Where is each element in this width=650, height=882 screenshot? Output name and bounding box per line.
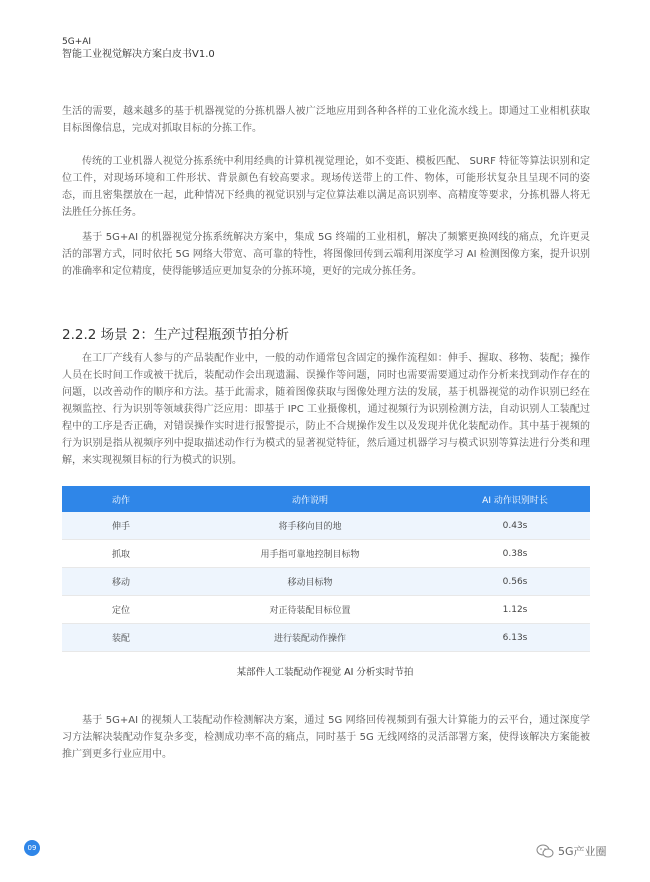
- table-row: [62, 540, 590, 568]
- cell-duration: 0.38s: [440, 540, 590, 568]
- footer-brand-label: 5G产业圈: [558, 845, 607, 858]
- page-header: [62, 36, 215, 62]
- header-brand: 5G+AI: [62, 37, 92, 47]
- cell-duration: 1.12s: [440, 596, 590, 624]
- column-header-description: 动作说明: [180, 486, 440, 512]
- column-header-duration: AI 动作识别时长: [440, 486, 590, 512]
- cell-description: 对正待装配目标位置: [180, 596, 440, 624]
- action-timing-table: [62, 486, 590, 652]
- cell-duration: 0.43s: [440, 512, 590, 540]
- cell-action: 伸手: [62, 512, 180, 540]
- table-row: [62, 596, 590, 624]
- header-document-title: 智能工业视觉解决方案白皮书V1.0: [62, 49, 215, 60]
- cell-action: 装配: [62, 624, 180, 652]
- cell-description: 进行装配动作操作: [180, 624, 440, 652]
- paragraph-4: 在工厂产线有人参与的产品装配作业中，一般的动作通常包含固定的操作流程如：伸手、握取、移物、装配；操作人员在长时间工作或被干扰后，装配动作会出现遗漏、误操作等问题，同时也需要需要通过动作分析来找到动作存在的问题，以改善动作的顺序和方法。基于此需求，随着图像获取与图像处理方法的发展，基于机器视觉的动作识别已经在视频监控、行为识别等领域获得广泛应用：即基于 IPC 工业摄像机，通过视频行为识别检测方法，自动识别人工装配过程中的工序是否正确，对错误操作实时进行报警提示，防止不合规操作发生以及发现并优化装配动作。其中基于视频的行为识别是指从视频序列中提取描述动作行为模式的显著视觉特征，然后通过机器学习与模式识别等算法进行分类和理解，来实现视频目标的行为模式的识别。: [62, 353, 590, 466]
- table-row: [62, 624, 590, 652]
- table-caption: 某部件人工装配动作视觉 AI 分析实时节拍: [236, 667, 414, 678]
- table-row: [62, 568, 590, 596]
- paragraph-3: 基于 5G+AI 的机器视觉分拣系统解决方案中，集成 5G 终端的工业相机，解决了频繁更换网线的痛点，允许更灵活的部署方式，同时依托 5G 网络大带宽、高可靠的特性，将图像回传到云端利用深度学习 AI 检测图像方案，提升识别的准确率和定位精度，使得能够适应更加复杂的分拣环境，更好的完成分拣任务。: [62, 232, 590, 277]
- column-header-action: 动作: [62, 486, 180, 512]
- paragraph-1: 生活的需要，越来越多的基于机器视觉的分拣机器人被广泛地应用到各种各样的工业化流水线上。即通过工业相机获取目标图像信息，完成对抓取目标的分拣工作。: [62, 106, 590, 134]
- table-header-row: [62, 486, 590, 512]
- cell-description: 用手指可靠地控制目标物: [180, 540, 440, 568]
- paragraph-5: 基于 5G+AI 的视频人工装配动作检测解决方案，通过 5G 网络回传视频到有强大计算能力的云平台，通过深度学习方法解决装配动作复杂多变，检测成功率不高的痛点，同时基于 5G 无线网络的灵活部署方案，使得该解决方案能被推广到更多行业应用中。: [62, 715, 590, 760]
- cell-duration: 0.56s: [440, 568, 590, 596]
- cell-action: 抓取: [62, 540, 180, 568]
- cell-action: 移动: [62, 568, 180, 596]
- cell-action: 定位: [62, 596, 180, 624]
- cell-description: 将手移向目的地: [180, 512, 440, 540]
- cell-description: 移动目标物: [180, 568, 440, 596]
- paragraph-2: 传统的工业机器人视觉分拣系统中利用经典的计算机视觉理论，如不变距、模板匹配、 SURF 特征等算法识别和定位工件，对现场环境和工件形状、背景颜色有较高要求。现场传送带上的工件、物体，可能形状复杂且呈现不同的姿态，而且密集摆放在一起，此种情况下经典的视觉识别与定位算法难以满足高识别率、高精度等要求，分拣机器人将无法胜任分拣任务。: [62, 156, 590, 218]
- page-number-badge: 09: [24, 840, 40, 856]
- section-heading: 2.2.2 场景 2：生产过程瓶颈节拍分析: [62, 327, 290, 343]
- table-row: [62, 512, 590, 540]
- cell-duration: 6.13s: [440, 624, 590, 652]
- wechat-icon: [536, 844, 554, 858]
- footer-brand: [536, 843, 607, 859]
